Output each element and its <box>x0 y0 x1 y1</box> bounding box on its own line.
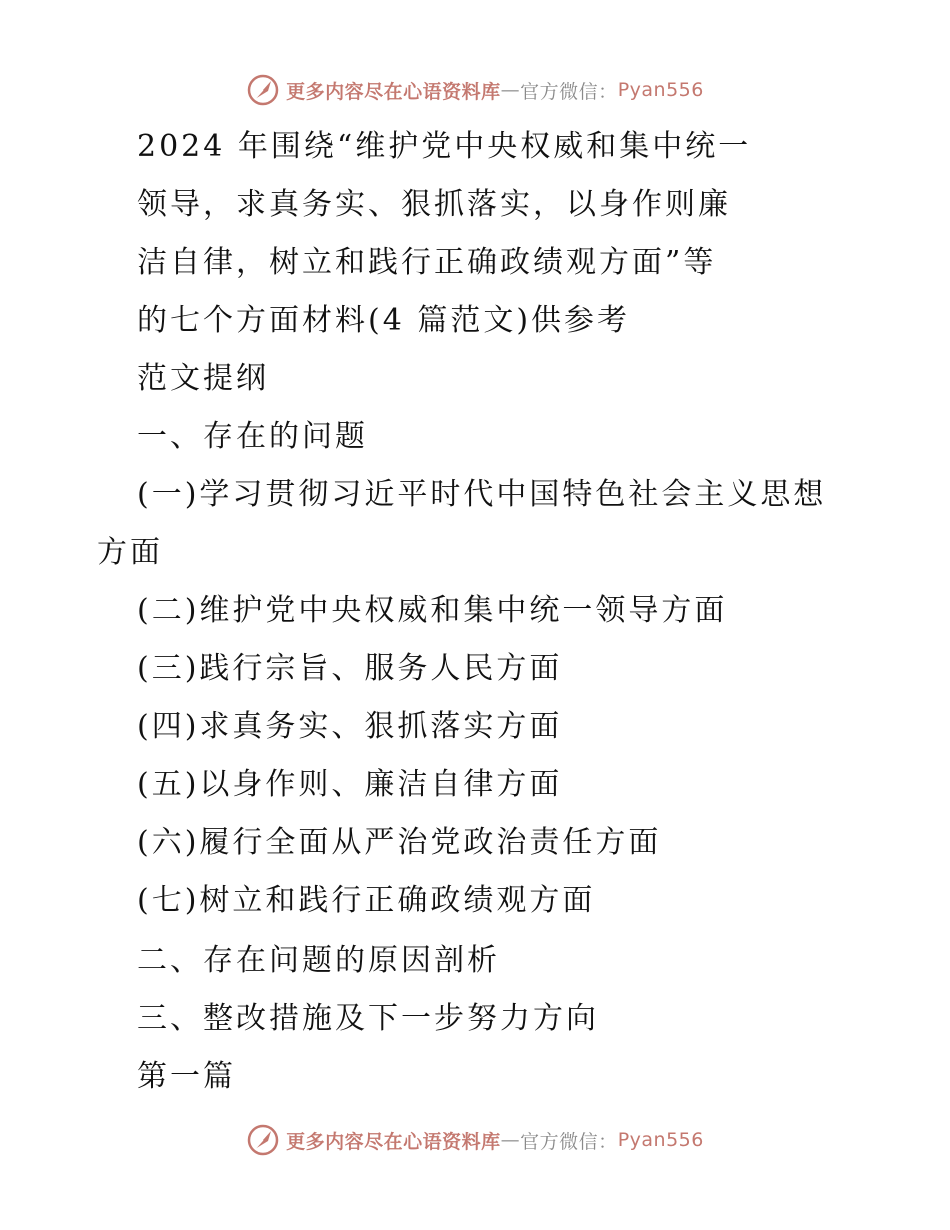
outline-item-7: (七)树立和践行正确政绩观方面 <box>137 883 596 918</box>
outline-item-3: (三)践行宗旨、服务人民方面 <box>137 651 563 686</box>
outline-item-5: (五)以身作则、廉洁自律方面 <box>137 767 563 802</box>
watermark-wechat-label: 官方微信： <box>520 80 618 103</box>
title-line-3: 洁自律，树立和践行正确政绩观方面”等 <box>137 245 717 280</box>
watermark-wechat-id: Pyan556 <box>617 79 704 101</box>
outline-item-6: (六)履行全面从严治党政治责任方面 <box>137 825 662 860</box>
outline-item-1: (一)学习贯彻习近平时代中国特色社会主义思想 <box>137 477 827 512</box>
section-one-heading: 一、存在的问题 <box>137 419 368 454</box>
watermark-brand: 更多内容尽在心语资料库 <box>286 80 501 103</box>
outline-item-1-continued: 方面 <box>97 535 163 570</box>
section-two-heading: 二、存在问题的原因剖析 <box>137 943 500 978</box>
title-line-1: 2024 年围绕“维护党中央权威和集中统一 <box>137 129 752 164</box>
watermark-separator: — <box>500 79 521 101</box>
watermark-wechat-label: 官方微信： <box>520 1130 618 1153</box>
title-line-2: 领导，求真务实、狠抓落实，以身作则廉 <box>137 187 731 222</box>
section-three-heading: 三、整改措施及下一步努力方向 <box>137 1001 599 1036</box>
watermark-wechat-id: Pyan556 <box>617 1129 704 1151</box>
watermark-brand: 更多内容尽在心语资料库 <box>286 1130 501 1153</box>
first-article-heading: 第一篇 <box>137 1059 236 1094</box>
outline-item-2: (二)维护党中央权威和集中统一领导方面 <box>137 593 728 628</box>
title-line-4: 的七个方面材料(4 篇范文)供参考 <box>137 303 631 338</box>
outline-item-4: (四)求真务实、狠抓落实方面 <box>137 709 563 744</box>
feather-pen-logo-icon <box>246 1123 280 1157</box>
outline-heading: 范文提纲 <box>137 361 269 396</box>
watermark-footer <box>0 1120 950 1160</box>
watermark-separator: — <box>500 1129 521 1151</box>
